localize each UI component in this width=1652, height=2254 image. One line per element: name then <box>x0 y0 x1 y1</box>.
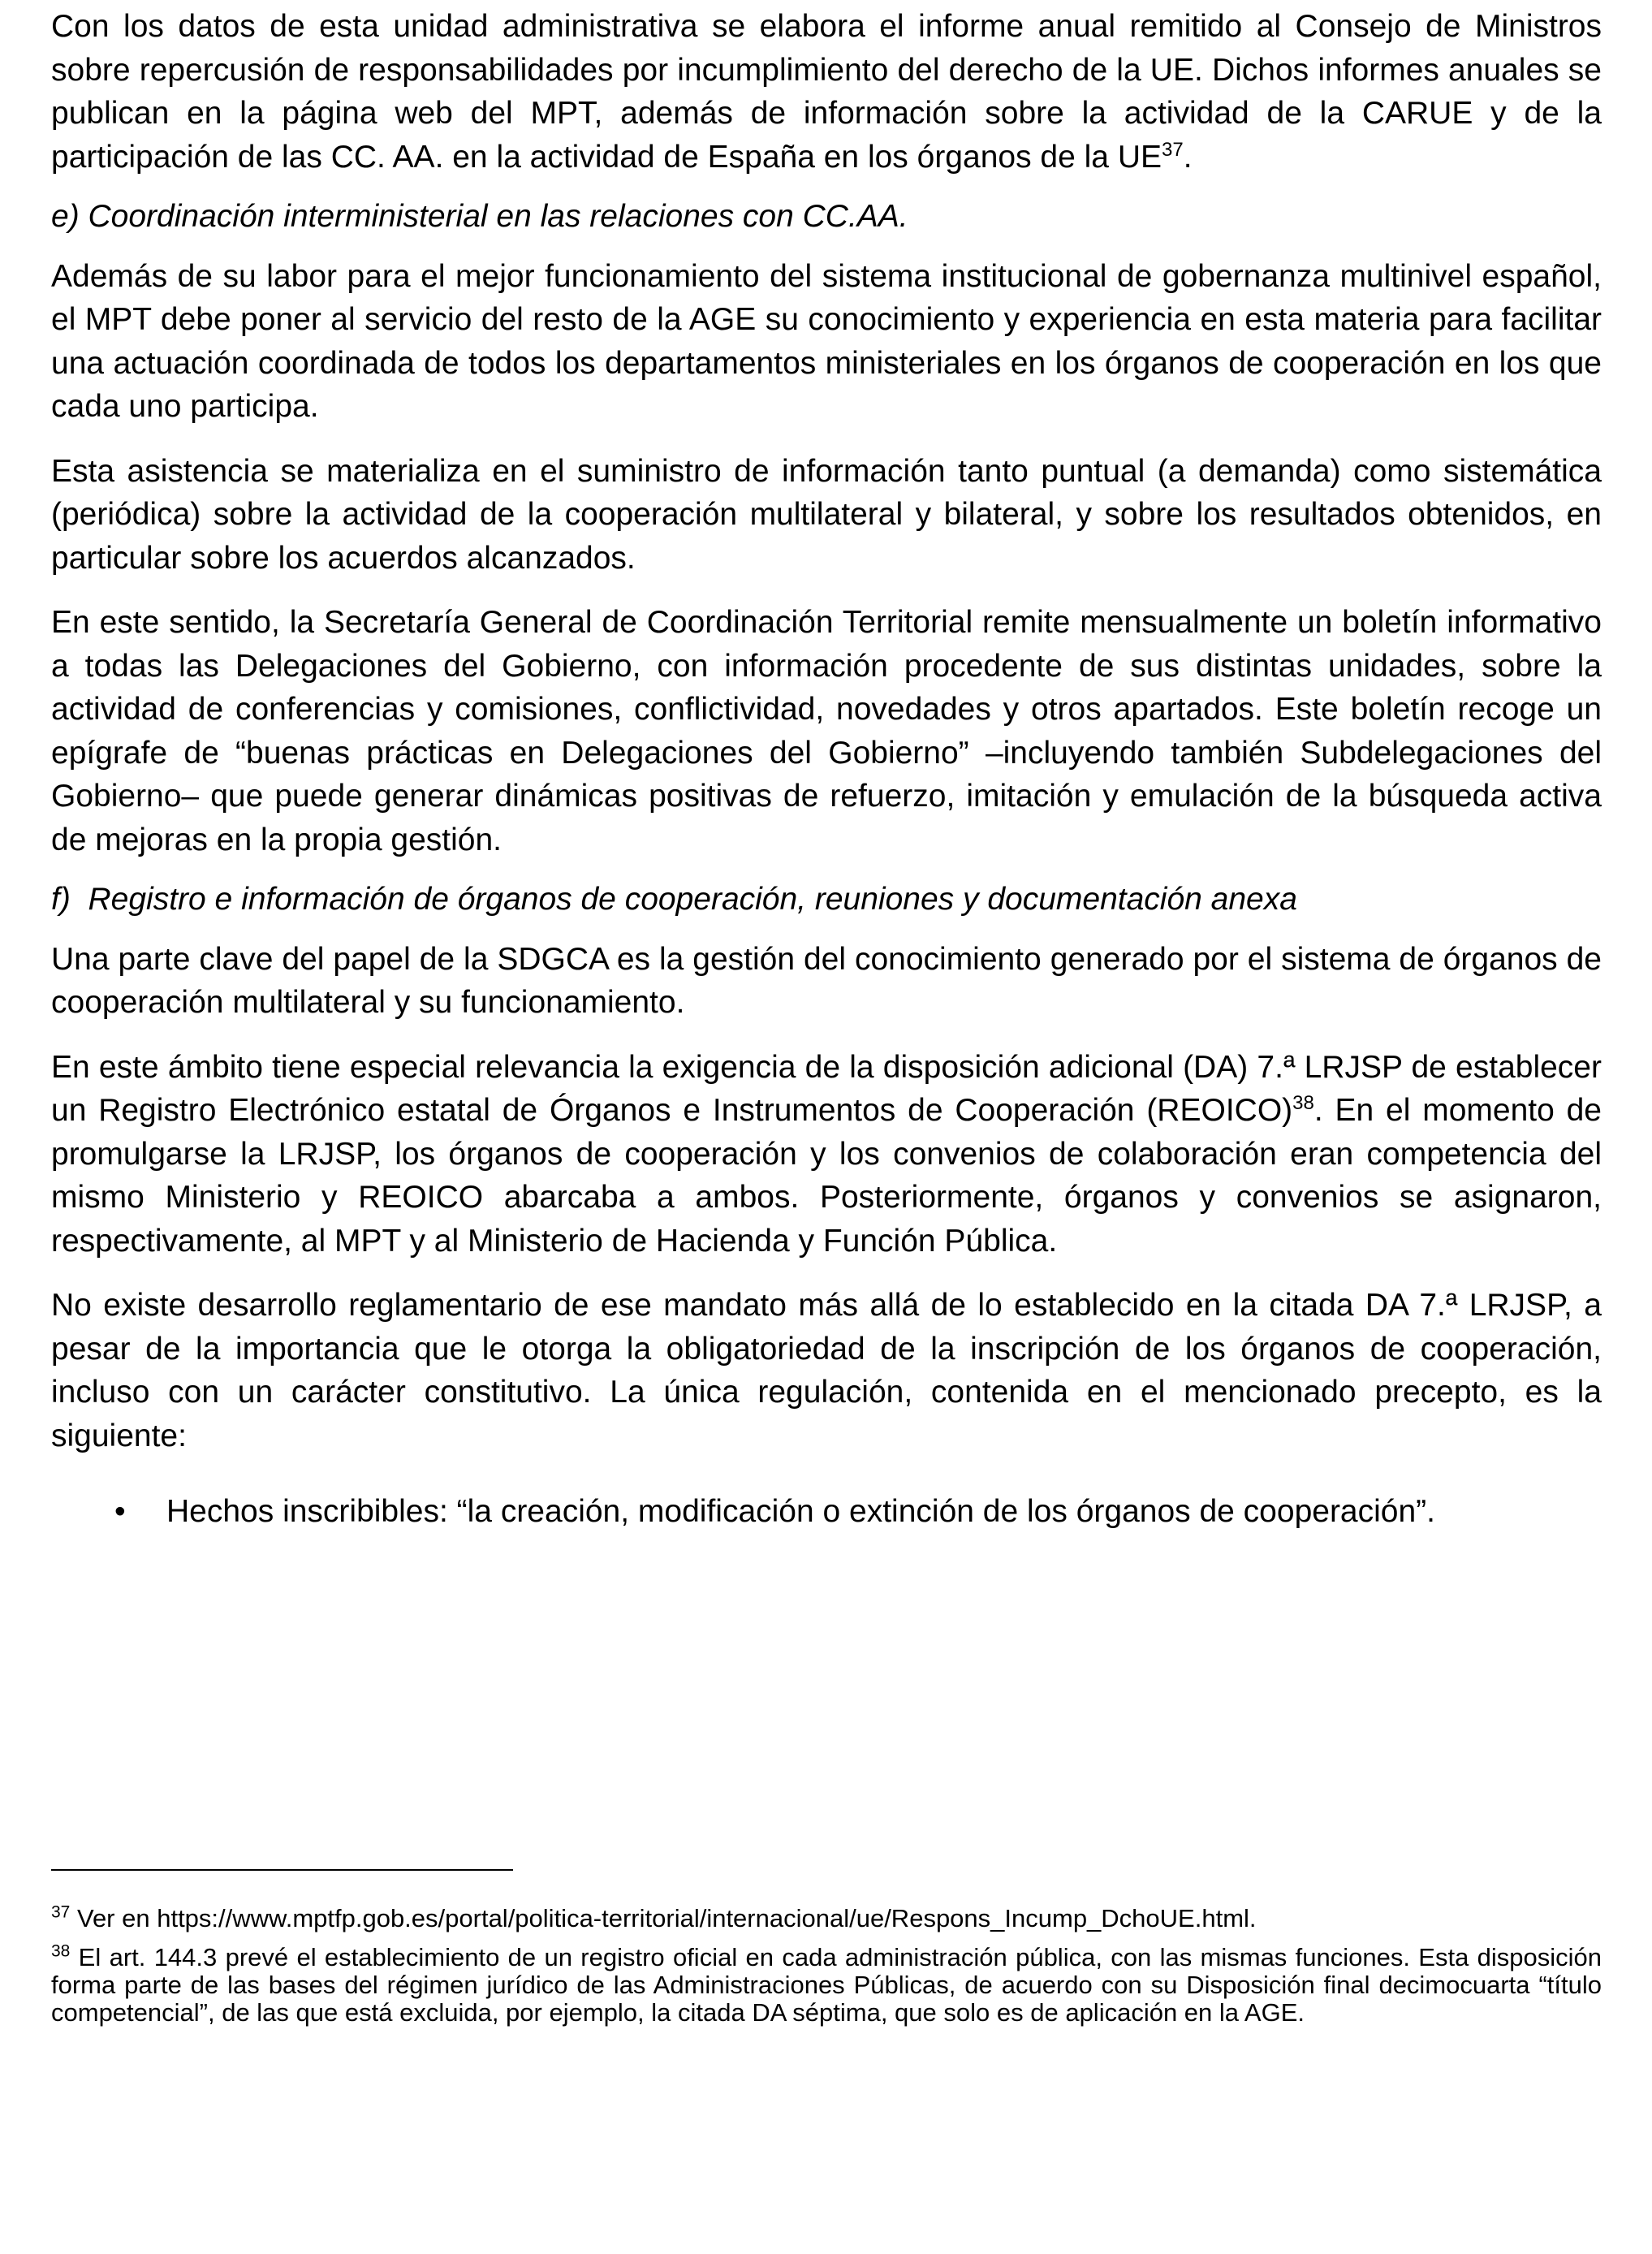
paragraph-text-continued: . En el momento de promulgarse la LRJSP, los órganos de cooperación y los convenios de colaboración eran competencia del mismo Ministerio y REOICO abarcaba a ambos. Posteriormente, órganos y convenios se asignaron, respectivamente, al MPT y al Ministerio de Hacienda y Función Pública. <box>51 1093 1602 1259</box>
list-item <box>51 1490 1602 1534</box>
paragraph-informe-anual <box>51 5 1602 179</box>
bullet-icon: • <box>114 1494 126 1529</box>
footnote-number: 38 <box>51 1941 71 1961</box>
paragraph-labor-mpt: Además de su labor para el mejor funcionamiento del sistema institucional de gobernanza multinivel español, el MPT debe poner al servicio del resto de la AGE su conocimiento y experiencia en esta materia para facilitar una actuación coordinada de todos los departamentos ministeriales en los órganos de cooperación en los que cada uno participa. <box>51 258 1602 424</box>
footnote-37 <box>51 1902 1602 1932</box>
footnote-ref-37[interactable]: 37 <box>1162 138 1184 161</box>
paragraph-text: Con los datos de esta unidad administrativa se elabora el informe anual remitido al Consejo de Ministros sobre repercusión de responsabilidades por incumplimiento del derecho de la UE. Dichos informes anuales se publican en la página web del MPT, además de información sobre la actividad de la CARUE y de la participación de las CC. AA. en la actividad de España en los órganos de la UE <box>51 9 1602 175</box>
footnote-separator <box>51 1869 513 1871</box>
footnotes <box>51 1902 1602 2027</box>
section-heading-f: f) Registro e información de órganos de cooperación, reuniones y documentación anexa <box>51 882 1297 917</box>
paragraph-desarrollo-reglamentario: No existe desarrollo reglamentario de ese mandato más allá de lo establecido en la citada DA 7.ª LRJSP, a pesar de la importancia que le otorga la obligatoriedad de la inscripción de los órganos de cooperación, incluso con un carácter constitutivo. La única regulación, contenida en el mencionado precepto, es la siguiente: <box>51 1288 1602 1453</box>
paragraph-sdgca: Una parte clave del papel de la SDGCA es la gestión del conocimiento generado por el sistema de órganos de cooperación multilateral y su funcionamiento. <box>51 941 1602 1020</box>
footnote-text[interactable]: Ver en https://www.mptfp.gob.es/portal/politica-territorial/internacional/ue/Respons_Incump_DchoUE.html. <box>70 1904 1257 1932</box>
document-page <box>51 0 1602 1534</box>
paragraph-asistencia: Esta asistencia se materializa en el suministro de información tanto puntual (a demanda) como sistemática (periódica) sobre la actividad de la cooperación multilateral y bilateral, y sobre los resultados obtenidos, en particular sobre los acuerdos alcanzados. <box>51 453 1602 576</box>
footnote-38 <box>51 1941 1602 2027</box>
section-heading-e: e) Coordinación interministerial en las relaciones con CC.AA. <box>51 199 908 234</box>
paragraph-text: En este ámbito tiene especial relevancia la exigencia de la disposición adicional (DA) 7.ª LRJSP de establecer un Registro Electrónico estatal de Órganos e Instrumentos de Cooperación (REOICO) <box>51 1049 1602 1128</box>
paragraph-end: . <box>1183 139 1193 175</box>
footnote-ref-38[interactable]: 38 <box>1292 1092 1314 1114</box>
footnote-text: El art. 144.3 prevé el establecimiento de un registro oficial en cada administración pública, con las mismas funciones. Esta disposición forma parte de las bases del régimen jurídico de las Administraciones Públicas, de acuerdo con su Disposición final decimocuarta “título competencial”, de las que está excluida, por ejemplo, la citada DA séptima, que solo es de aplicación en la AGE. <box>51 1943 1602 2027</box>
paragraph-boletin: En este sentido, la Secretaría General de Coordinación Territorial remite mensualmente un boletín informativo a todas las Delegaciones del Gobierno, con información procedente de sus distintas unidades, sobre la actividad de conferencias y comisiones, conflictividad, novedades y otros apartados. Este boletín recoge un epígrafe de “buenas prácticas en Delegaciones del Gobierno” –incluyendo también Subdelegaciones del Gobierno– que puede generar dinámicas positivas de refuerzo, imitación y emulación de la búsqueda activa de mejoras en la propia gestión. <box>51 605 1602 857</box>
paragraph-reoico <box>51 1046 1602 1263</box>
footnote-number: 37 <box>51 1902 71 1922</box>
list-item-text: Hechos inscribibles: “la creación, modificación o extinción de los órganos de cooperación”. <box>166 1494 1435 1529</box>
